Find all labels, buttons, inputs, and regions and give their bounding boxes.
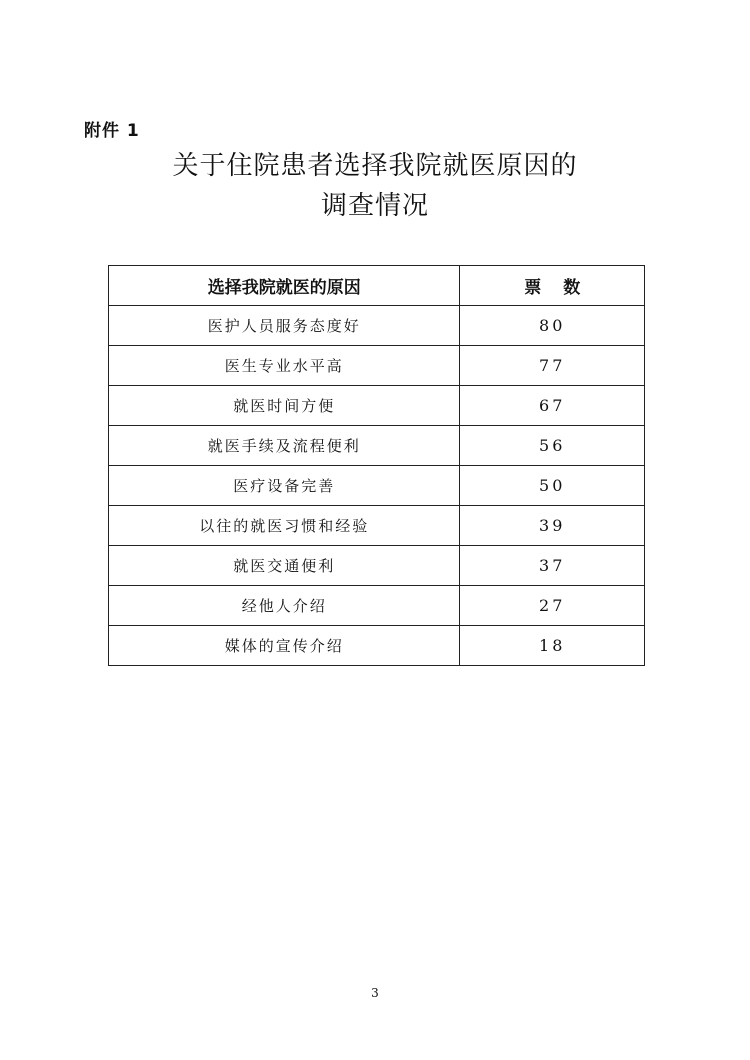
votes-cell: 18 xyxy=(460,626,645,666)
reason-cell: 就医时间方便 xyxy=(109,386,460,426)
table-row xyxy=(109,586,645,626)
survey-table xyxy=(108,265,645,666)
table-row xyxy=(109,426,645,466)
table-row xyxy=(109,386,645,426)
table-row xyxy=(109,306,645,346)
header-reason: 选择我院就医的原因 xyxy=(109,266,460,306)
reason-cell: 医生专业水平高 xyxy=(109,346,460,386)
table-header-row xyxy=(109,266,645,306)
reason-cell: 媒体的宣传介绍 xyxy=(109,626,460,666)
votes-cell: 67 xyxy=(460,386,645,426)
reason-cell: 经他人介绍 xyxy=(109,586,460,626)
votes-cell: 77 xyxy=(460,346,645,386)
reason-cell: 医疗设备完善 xyxy=(109,466,460,506)
table-row xyxy=(109,346,645,386)
header-votes: 票数 xyxy=(460,266,645,306)
title-line-2: 调查情况 xyxy=(320,191,429,221)
votes-cell: 80 xyxy=(460,306,645,346)
votes-cell: 37 xyxy=(460,546,645,586)
table-row xyxy=(109,506,645,546)
reason-cell: 以往的就医习惯和经验 xyxy=(109,506,460,546)
document-title xyxy=(0,146,750,226)
reason-cell: 就医交通便利 xyxy=(109,546,460,586)
votes-cell: 50 xyxy=(460,466,645,506)
table-row xyxy=(109,626,645,666)
reason-cell: 就医手续及流程便利 xyxy=(109,426,460,466)
table-row xyxy=(109,546,645,586)
votes-cell: 27 xyxy=(460,586,645,626)
attachment-label: 附件 1 xyxy=(84,121,140,141)
votes-cell: 39 xyxy=(460,506,645,546)
page-number: 3 xyxy=(371,986,379,1000)
table-row xyxy=(109,466,645,506)
votes-cell: 56 xyxy=(460,426,645,466)
reason-cell: 医护人员服务态度好 xyxy=(109,306,460,346)
title-line-1: 关于住院患者选择我院就医原因的 xyxy=(172,151,578,181)
